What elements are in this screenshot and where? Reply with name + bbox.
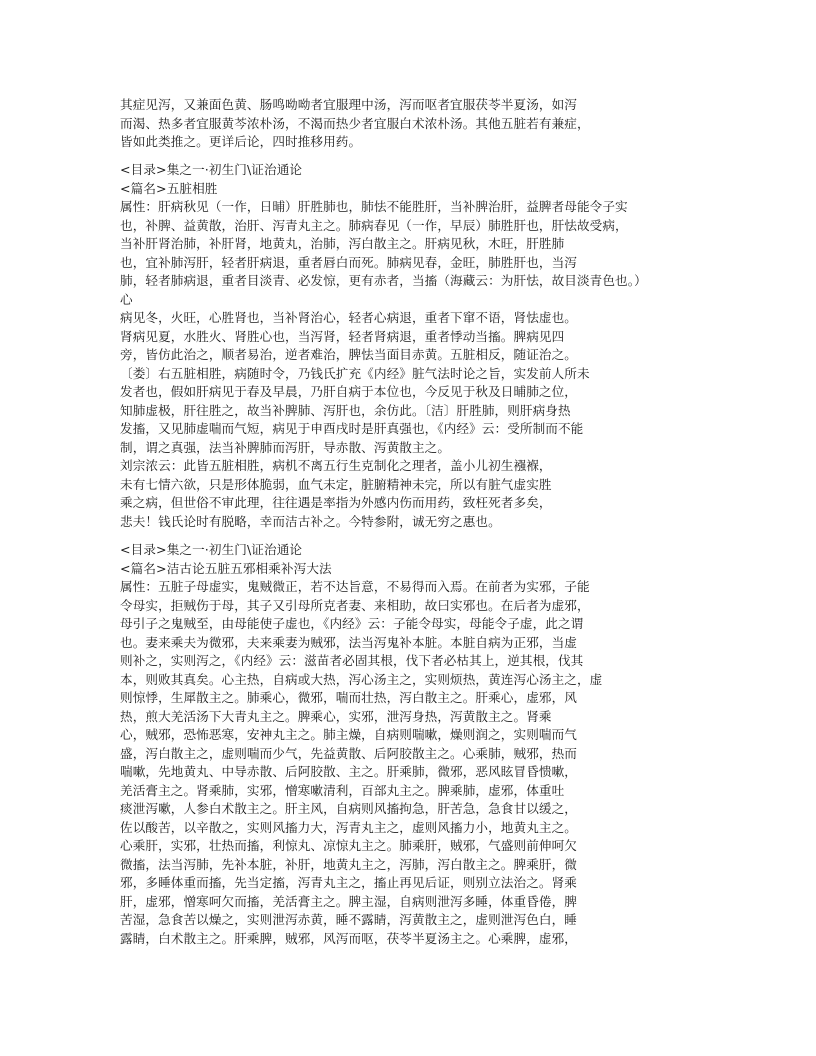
text-line: 本，则败其真矣。心主热，自病或大热，泻心汤主之，实则烦热，黄连泻心汤主之，虚 xyxy=(120,671,603,687)
text-line: 属性：五脏子母虚实，鬼贼微正，若不达旨意，不易得而入焉。在前者为实邪，子能 xyxy=(120,579,590,594)
text-line: 令母实，拒贼伤于母，其子又引母所克者妻、来相助，故曰实邪也。在后者为虚邪， xyxy=(120,597,590,613)
text-line: 心乘肝，实邪，壮热而搐，利惊丸、凉惊丸主之。肺乘肝，贼邪，气盛则前伸呵欠 xyxy=(120,838,577,853)
text-line: 知肺虚极，肝往胜之，故当补脾肺、泻肝也，余仿此。〔洁〕肝胜肺，则肝病身热 xyxy=(120,402,571,418)
text-block-intro xyxy=(120,96,590,152)
text-line: 〔娄〕右五脏相胜，病随时令，乃钱氏扩充《内经》脏气法时论之旨，实发前人所未 xyxy=(120,365,590,381)
section-wuxie-xiangcheng xyxy=(120,541,602,948)
text-line: 未有七情六欲，只是形体脆弱，血气未定，脏腑精神未完，所以有脏气虚实胜 xyxy=(120,476,552,492)
catalog-heading: <目录>集之一·初生门\证治通论 xyxy=(120,162,303,177)
text-line: 悲夫！钱氏论时有脱略，幸而洁古补之。今特参附，诚无穷之惠也。 xyxy=(120,513,501,529)
text-line: 发者也，假如肝病见于春及早晨，乃肝自病于本位也，今反见于秋及日晡肺之位， xyxy=(120,384,577,399)
text-line: 露睛，白术散主之。肝乘脾，贼邪，风泻而呕，茯苓半夏汤主之。心乘脾，虚邪， xyxy=(120,930,577,946)
text-line: 制，谓之真强，法当补脾肺而泻肝，导赤散、泻黄散主之。 xyxy=(120,439,451,455)
text-line: 发搐，又见肺虚喘而气短，病见于申酉戌时是肝真强也，《内经》云：受所制而不能 xyxy=(120,421,584,436)
text-line: 肺，轻者肺病退，重者目淡青、必发惊，更有赤者，当搐（海藏云：为肝怯，故目淡青色也。） xyxy=(120,273,647,288)
text-line: 苦湿，急食苦以燥之，实则泄泻赤黄，睡不露睛，泻黄散主之，虚则泄泻色白，睡 xyxy=(120,912,577,927)
text-line: 邪，多睡体重而搐，先当定搐，泻青丸主之，搐止再见后证，则别立法治之。肾乘 xyxy=(120,875,577,890)
section-title: <篇名>洁古论五脏五邪相乘补泻大法 xyxy=(120,560,332,576)
text-line: 热，煎大羌活汤下大青丸主之。脾乘心，实邪，泄泻身热，泻黄散主之。肾乘 xyxy=(120,708,552,724)
text-line: 佐以酸苦，以辛散之，实则风搐力大，泻青丸主之，虚则风搐力小，地黄丸主之。 xyxy=(120,819,577,835)
text-line: 痰泄泻嗽，人参白术散主之。肝主风，自病则风搐拘急，肝苦急，急食甘以缓之， xyxy=(120,801,577,816)
text-line: 乘之病，但世俗不审此理，往往遇是率指为外感内伤而用药，致枉死者多矣， xyxy=(120,495,552,510)
text-line: 其症见泻，又兼面色黄、肠鸣呦呦者宜服理中汤，泻而呕者宜服茯苓半夏汤，如泻 xyxy=(120,97,577,112)
catalog-heading: <目录>集之一·初生门\证治通论 xyxy=(120,542,303,557)
text-line: 也，补脾、益黄散，治肝、泻青丸主之。肺病春见（一作，早辰）肺胜肝也，肝怯故受病， xyxy=(120,217,628,233)
text-line: 微搐，法当泻肺，先补本脏，补肝，地黄丸主之，泻肺，泻白散主之。脾乘肝，微 xyxy=(120,856,577,872)
text-line: 旁，皆仿此治之，顺者易治，逆者难治，脾怯当面目赤黄。五脏相反，随证治之。 xyxy=(120,347,577,362)
text-line: 心，贼邪，恐怖恶寒，安神丸主之。肺主燥，自病则喘嗽，燥则润之，实则喘而气 xyxy=(120,727,577,742)
text-line: 也。妻来乘夫为微邪，夫来乘妻为贼邪，法当泻鬼补本脏。本脏自病为正邪，当虚 xyxy=(120,634,577,650)
text-line: 肝，虚邪，憎寒呵欠而搐，羌活膏主之。脾主湿，自病则泄泻多睡，体重昏倦，脾 xyxy=(120,893,577,909)
text-line: 病见冬，火旺，心胜肾也，当补肾治心，轻者心病退，重者下窜不语，肾怯虚也。 xyxy=(120,310,577,325)
text-line: 也，宜补肺泻肝，轻者肝病退，重者唇白而死。肺病见春，金旺，肺胜肝也，当泻 xyxy=(120,254,577,270)
text-line: 心 xyxy=(120,291,133,307)
text-line: 而渴、热多者宜服黄芩浓朴汤，不渴而热少者宜服白术浓朴汤。其他五脏若有兼症， xyxy=(120,115,590,131)
text-line: 当补肝肾治肺，补肝肾，地黄丸，治肺，泻白散主之。肝病见秋，木旺，肝胜肺 xyxy=(120,236,565,251)
text-line: 羌活膏主之。肾乘肺，实邪，憎寒嗽清利，百部丸主之。脾乘肺，虚邪，体重吐 xyxy=(120,782,565,798)
text-line: 肾病见夏，水胜火、肾胜心也，当泻肾，轻者肾病退，重者悸动当搐。脾病见四 xyxy=(120,328,565,344)
text-line: 喘嗽，先地黄丸、中导赤散、后阿胶散、主之。肝乘肺，微邪，恶风眩冒昏愦嗽， xyxy=(120,764,577,779)
text-line: 则惊悸，生犀散主之。肺乘心，微邪，喘而壮热，泻白散主之。肝乘心，虚邪，风 xyxy=(120,690,577,705)
text-line: 刘宗浓云：此皆五脏相胜，病机不离五行生克制化之理者，盖小儿初生襁褓， xyxy=(120,458,552,473)
text-line: 母引子之鬼贼至，由母能使子虚也，《内经》云：子能令母实，母能令子虚，此之谓 xyxy=(120,616,584,631)
text-line: 属性：肝病秋见（一作，日晡）肝胜肺也，肺怯不能胜肝，当补脾治肝，益脾者母能令子实 xyxy=(120,199,628,214)
section-title: <篇名>五脏相胜 xyxy=(120,180,218,196)
text-line: 则补之，实则泻之，《内经》云：滋苗者必固其根，伐下者必枯其上，逆其根，伐其 xyxy=(120,653,584,668)
text-line: 皆如此类推之。更详后论，四时推移用药。 xyxy=(120,134,362,149)
text-line: 盛，泻白散主之，虚则喘而少气，先益黄散、后阿胶散主之。心乘肺，贼邪，热而 xyxy=(120,745,577,761)
section-wuzang-xiangsheng xyxy=(120,161,647,531)
